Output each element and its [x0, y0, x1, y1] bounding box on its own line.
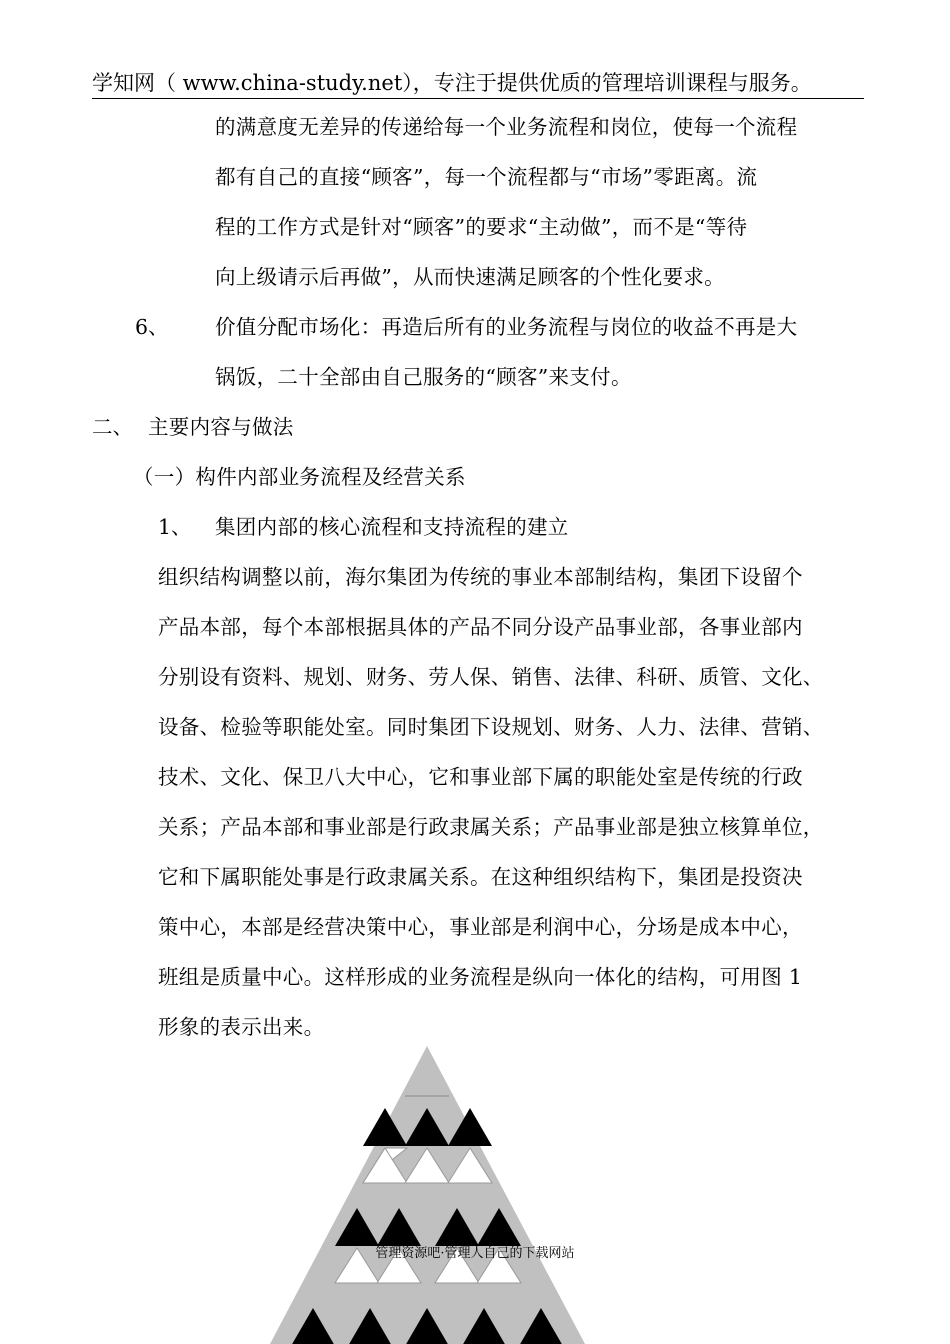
paragraph-line: 向上级请示后再做”，从而快速满足顾客的个性化要求。: [215, 265, 725, 289]
body-line: 形象的表示出来。: [158, 1015, 325, 1039]
paragraph-line: 程的工作方式是针对“顾客”的要求“主动做”，而不是“等待: [215, 215, 748, 239]
paragraph-line: 的满意度无差异的传递给每一个业务流程和岗位，使每一个流程: [215, 115, 798, 139]
list-number: 6、: [135, 315, 169, 339]
body-line: 策中心，本部是经营决策中心，事业部是利润中心，分场是成本中心，: [158, 915, 803, 939]
item-title: 集团内部的核心流程和支持流程的建立: [215, 515, 569, 539]
subsection-title: （一）构件内部业务流程及经营关系: [133, 465, 466, 489]
paragraph-line: 都有自己的直接“顾客”，每一个流程都与“市场”零距离。流: [215, 165, 758, 189]
footer-watermark: 管理资源吧·管理人自己的下载网站: [375, 1246, 575, 1261]
body-line: 设备、检验等职能处室。同时集团下设规划、财务、人力、法律、营销、: [158, 715, 824, 739]
body-line: 组织结构调整以前，海尔集团为传统的事业本部制结构，集团下设留个: [158, 565, 803, 589]
body-line: 关系；产品本部和事业部是行政隶属关系；产品事业部是独立核算单位，: [158, 815, 824, 839]
body-line: 分别设有资料、规划、财务、劳人保、销售、法律、科研、质管、文化、: [158, 665, 824, 689]
list-item-line: 锅饭，二十全部由自己服务的“顾客”来支付。: [215, 365, 632, 389]
page-header: 学知网（ www.china-study.net），专注于提供优质的管理培训课程与服务。: [92, 68, 864, 99]
body-line: 产品本部，每个本部根据具体的产品不同分设产品事业部，各事业部内: [158, 615, 803, 639]
body-line: 班组是质量中心。这样形成的业务流程是纵向一体化的结构，可用图 1: [158, 965, 803, 989]
section-title: 主要内容与做法: [148, 415, 294, 439]
section-number: 二、: [92, 415, 133, 439]
body-line: 它和下属职能处事是行政隶属关系。在这种组织结构下，集团是投资决: [158, 865, 803, 889]
list-number: 1、: [158, 515, 192, 539]
pyramid-background: [270, 1046, 585, 1344]
body-line: 技术、文化、保卫八大中心，它和事业部下属的职能处室是传统的行政: [158, 765, 803, 789]
list-item-line: 价值分配市场化：再造后所有的业务流程与岗位的收益不再是大: [215, 315, 798, 339]
